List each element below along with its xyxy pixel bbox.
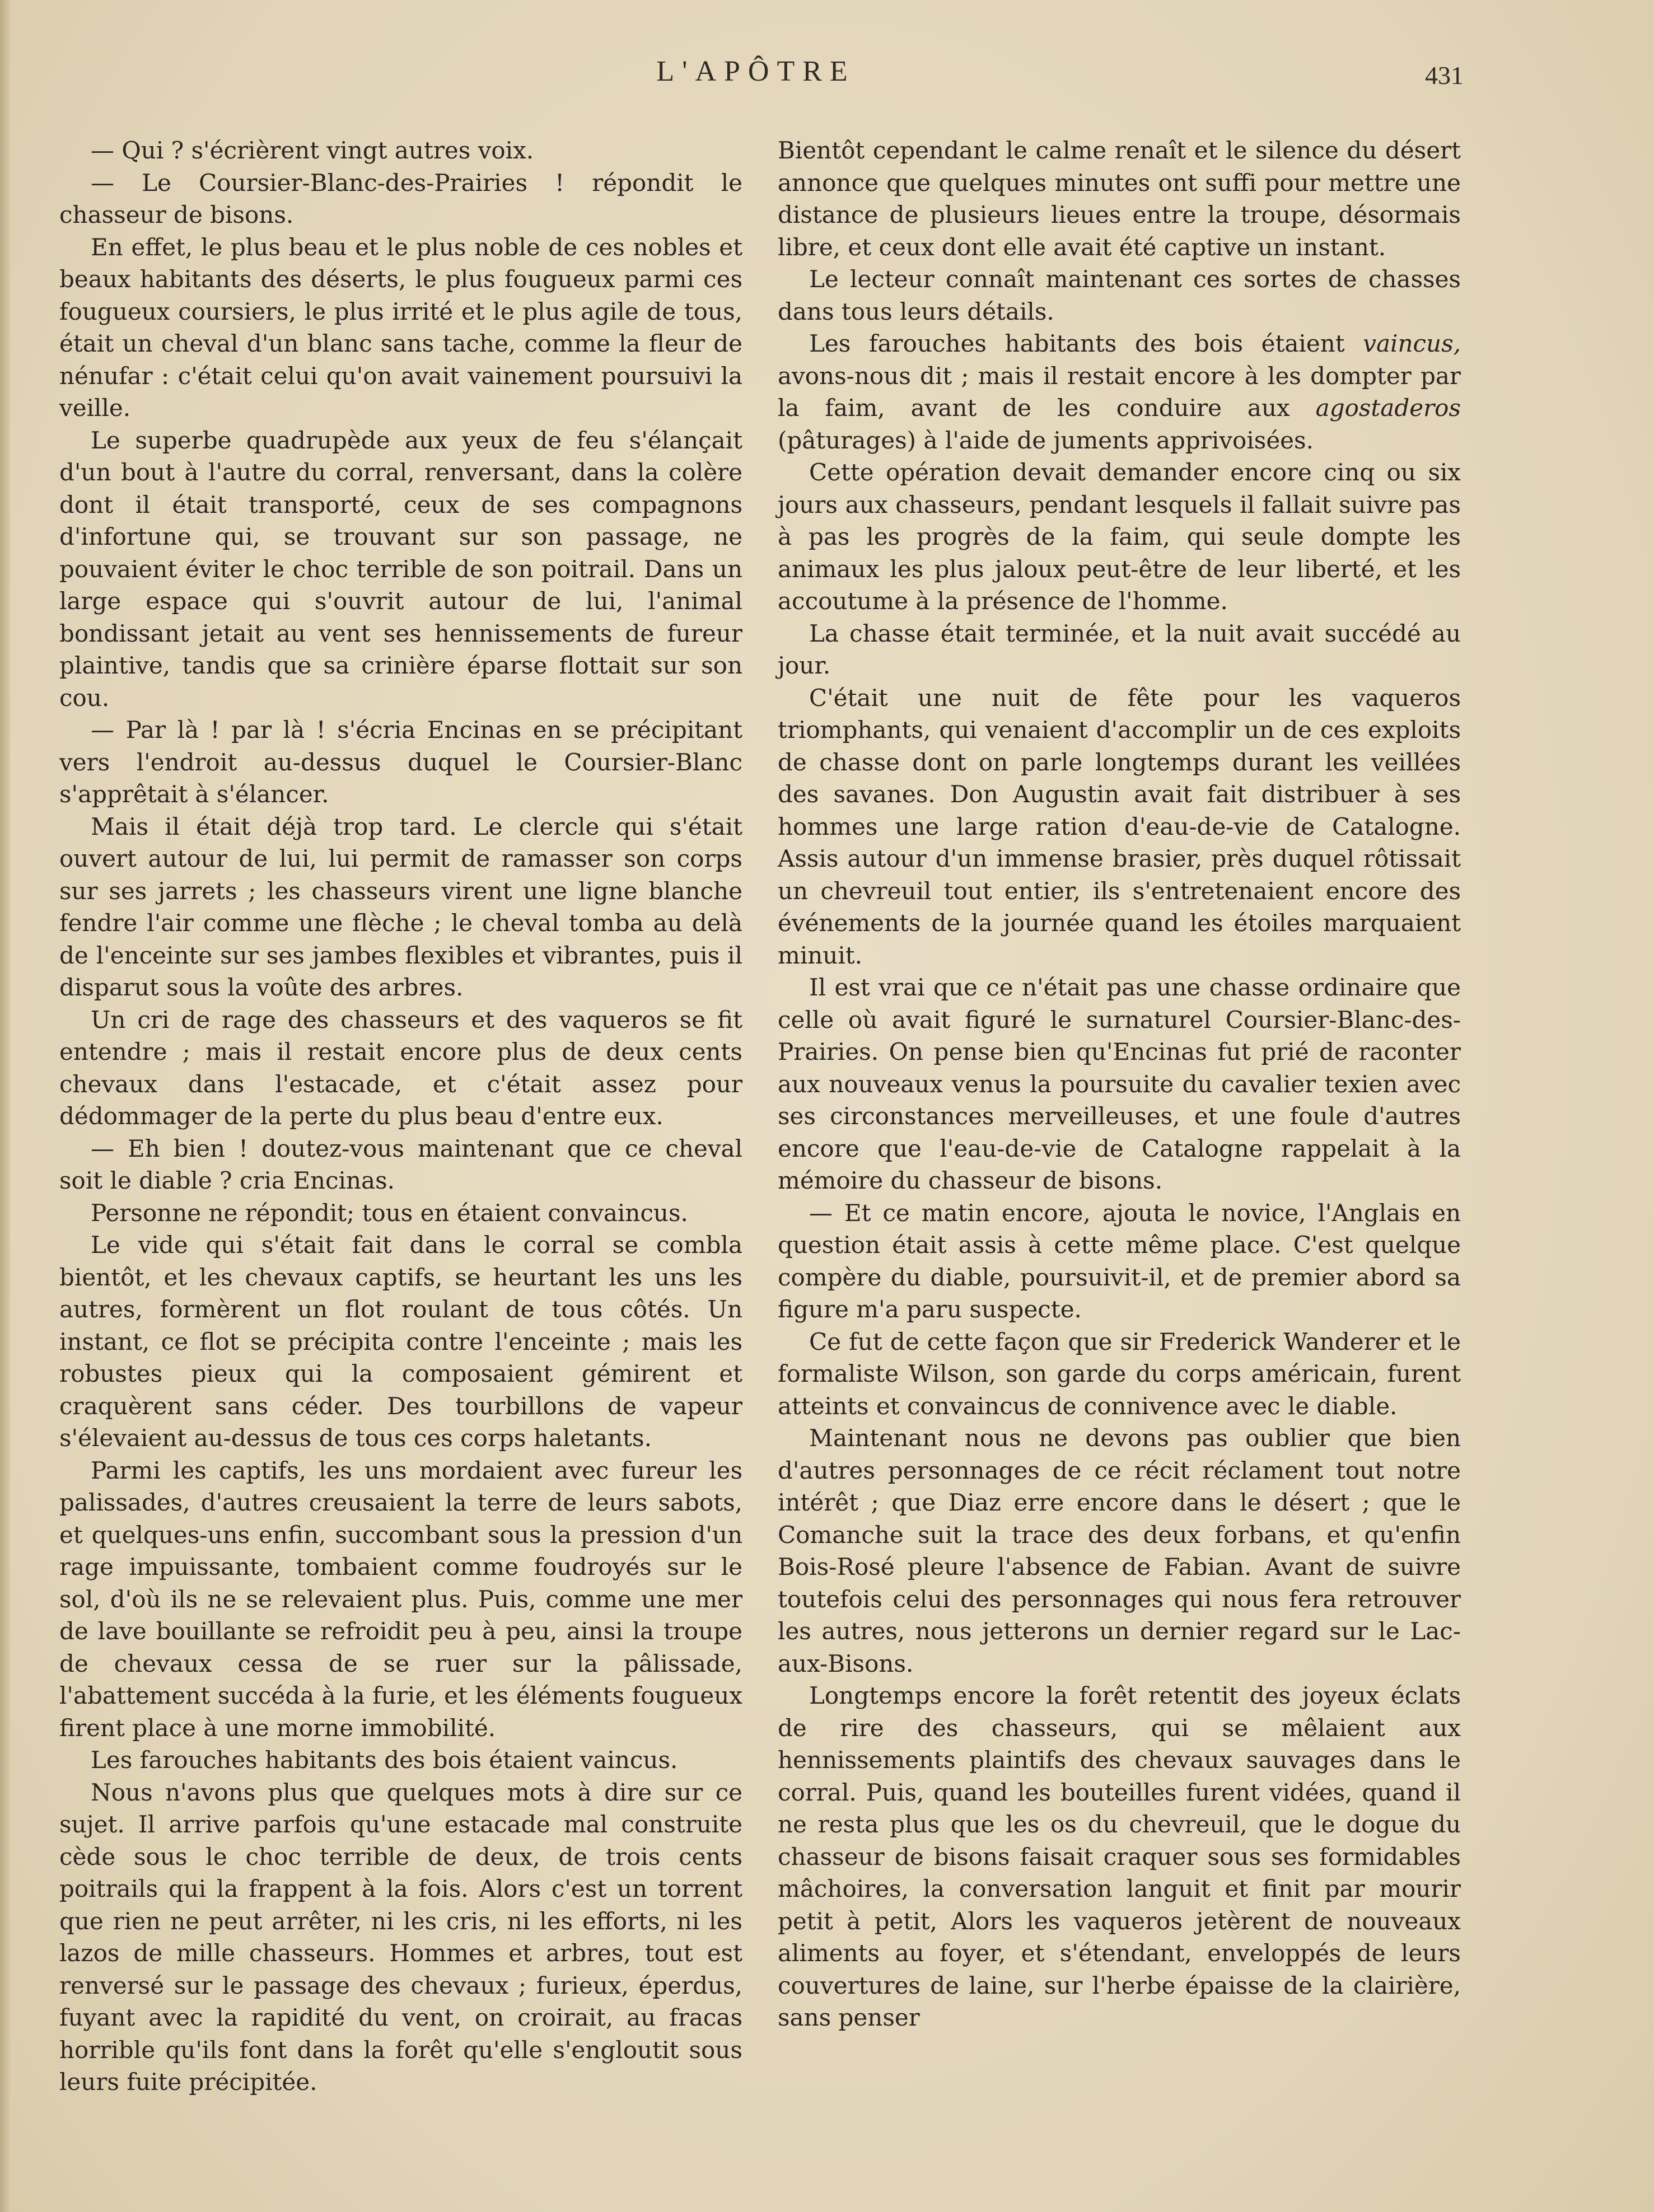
paragraph: Nous n'avons plus que quelques mots à dire sur ce sujet. Il arrive parfois qu'une estacade mal construite cède sous le choc terrible de deux, de trois cents poitrails qui la frappent à la fois. Alors c'est un torrent que rien ne peut arrêter, ni les cris, ni les efforts, ni les lazos de mille chasseurs. Hommes et arbres, tout est renversé sur le passage des chevaux ; furieux, éperdus, fuyant avec la rapidité du vent, on croirait, au fracas horrible qu'ils font dans la forêt qu'elle s'engloutit sous leurs fuite précipitée. (59, 1778, 742, 2096)
paragraph-with-italics (778, 328, 1461, 456)
paragraph: La chasse était terminée, et la nuit avait succédé au jour. (778, 619, 1461, 679)
paragraph: Cette opération devait demander encore cinq ou six jours aux chasseurs, pendant lesquels il fallait suivre pas à pas les progrès de la faim, qui seule dompte les animaux les plus jaloux peut-être de leur liberté, et les accoutume à la présence de l'homme. (778, 459, 1461, 615)
text-run: avons-nous dit ; mais il restait encore à les dompter par la faim, avant de les conduire aux (778, 362, 1461, 422)
paragraph: Les farouches habitants des bois étaient vaincus. (91, 1746, 678, 1774)
italic-word-vaincus: vaincus, (1363, 330, 1461, 357)
paragraph: Un cri de rage des chasseurs et des vaqueros se fit entendre ; mais il restait encore plus de deux cents chevaux dans l'estacade, et c'était assez pour dédommager de la perte du plus beau d'entre eux. (59, 1006, 742, 1130)
paragraph: Ce fut de cette façon que sir Frederick Wanderer et le formaliste Wilson, son garde du corps américain, furent atteints et convaincus de connivence avec le diable. (778, 1327, 1461, 1420)
paragraph: Le superbe quadrupède aux yeux de feu s'élançait d'un bout à l'autre du corral, renversant, dans la colère dont il était transporté, ceux de ses compagnons d'infortune qui, se trouvant sur son passage, ne pouvaient éviter le choc terrible de son poitrail. Dans un large espace qui s'ouvrit autour de lui, l'animal bondissant jetait au vent ses hennissements de fureur plaintive, tandis que sa crinière éparse flottait sur son cou. (59, 426, 742, 712)
paragraph: Le lecteur connaît maintenant ces sortes de chasses dans tous leurs détails. (778, 265, 1461, 325)
paragraph: C'était une nuit de fête pour les vaqueros triomphants, qui venaient d'accomplir un de ces exploits de chasse dont on parle longtemps durant les veillées des savanes. Don Augustin avait fait distribuer à ses hommes une large ration d'eau-de-vie de Catalogne. Assis autour d'un immense brasier, près duquel rôtissait un chevreuil tout entier, ils s'entretenaient encore des événements de la journée quand les étoiles marquaient minuit. (778, 684, 1461, 969)
paragraph: En effet, le plus beau et le plus noble de ces nobles et beaux habitants des déserts, le plus fougueux parmi ces fougueux coursiers, le plus irrité et le plus agile de tous, était un cheval d'un blanc sans tache, comme la fleur de nénufar : c'était celui qu'on avait vainement poursuivi la veille. (59, 233, 742, 422)
left-column (59, 134, 742, 2098)
paragraph: — Le Coursier-Blanc-des-Prairies ! répondit le chasseur de bisons. (59, 169, 742, 228)
paragraph: Parmi les captifs, les uns mordaient avec fureur les palissades, d'autres creusaient la terre de leurs sabots, et quelques-uns enfin, succombant sous la pression d'un rage impuissante, tombaient comme foudroyés sur le sol, d'où ils ne se relevaient plus. Puis, comme une mer de lave bouillante se refroidit peu à peu, ainsi la troupe de chevaux cessa de se ruer sur la pâlissade, l'abattement succéda à la furie, et les éléments fougueux firent place à une morne immobilité. (59, 1456, 742, 1742)
page-number: 431 (1425, 61, 1464, 90)
paragraph: — Eh bien ! doutez-vous maintenant que ce cheval soit le diable ? cria Encinas. (59, 1134, 742, 1194)
italic-word-agostaderos: agostaderos (1315, 394, 1461, 422)
paragraph: Personne ne répondit; tous en étaient convaincus. (91, 1199, 688, 1227)
running-title: L'APÔTRE (656, 55, 856, 87)
paragraph: — Par là ! par là ! s'écria Encinas en se précipitant vers l'endroit au-dessus duquel le Coursier-Blanc s'apprêtait à s'élancer. (59, 716, 742, 808)
paragraph: — Et ce matin encore, ajouta le novice, l'Anglais en question était assis à cette même place. C'est quelque compère du diable, poursuivit-il, et de premier abord sa figure m'a paru suspecte. (778, 1199, 1461, 1323)
text-run: (pâturages) à l'aide de juments apprivoisées. (778, 426, 1314, 454)
paragraph: Mais il était déjà trop tard. Le clercle qui s'était ouvert autour de lui, lui permit de ramasser son corps sur ses jarrets ; les chasseurs virent une ligne blanche fendre l'air comme une flèche ; le cheval tomba au delà de l'enceinte sur ses jambes flexibles et vibrantes, puis il disparut sous la voûte des arbres. (59, 812, 742, 1001)
paragraph: Maintenant nous ne devons pas oublier que bien d'autres personnages de ce récit réclament tout notre intérêt ; que Diaz erre encore dans le désert ; que le Comanche suit la trace des deux forbans, et qu'enfin Bois-Rosé pleure l'absence de Fabian. Avant de suivre toutefois celui des personnages qui nous fera retrouver les autres, nous jetterons un dernier regard sur le Lac-aux-Bisons. (778, 1424, 1461, 1677)
paragraph: Il est vrai que ce n'était pas une chasse ordinaire que celle où avait figuré le surnaturel Coursier-Blanc-des-Prairies. On pense bien qu'Encinas fut prié de raconter aux nouveaux venus la poursuite du cavalier texien avec ses circonstances merveilleuses, et une foule d'autres encore que l'eau-de-vie de Catalogne rappelait à la mémoire du chasseur de bisons. (778, 974, 1461, 1194)
paragraph: Le vide qui s'était fait dans le corral se combla bientôt, et les chevaux captifs, se heurtant les uns les autres, formèrent un flot roulant de tous côtés. Un instant, ce flot se précipita contre l'enceinte ; mais les robustes pieux qui la composaient gémirent et craquèrent sans céder. Des tourbillons de vapeur s'élevaient au-dessus de tous ces corps haletants. (59, 1231, 742, 1452)
paragraph: — Qui ? s'écrièrent vingt autres voix. (91, 137, 534, 164)
paragraph: Longtemps encore la forêt retentit des joyeux éclats de rire des chasseurs, qui se mêlaient aux hennissements plaintifs des chevaux sauvages dans le corral. Puis, quand les bouteilles furent vidées, quand il ne resta plus que les os du chevreuil, que le dogue du chasseur de bisons faisait craquer sous ses formidables mâchoires, la conversation languit et finit par mourir petit à petit, Alors les vaqueros jetèrent de nouveaux aliments au foyer, et s'étendant, enveloppés de leurs couvertures de laine, sur l'herbe épaisse de la clairière, sans penser (778, 1682, 1461, 2031)
page-spine-edge (0, 0, 10, 2212)
paragraph-continuation: Bientôt cependant le calme renaît et le silence du désert annonce que quelques minutes ont suffi pour mettre une distance de plusieurs lieues entre la troupe, désormais libre, et ceux dont elle avait été captive un instant. (778, 137, 1461, 261)
right-column (778, 134, 1461, 2034)
text-run: Les farouches habitants des bois étaient (809, 330, 1363, 357)
